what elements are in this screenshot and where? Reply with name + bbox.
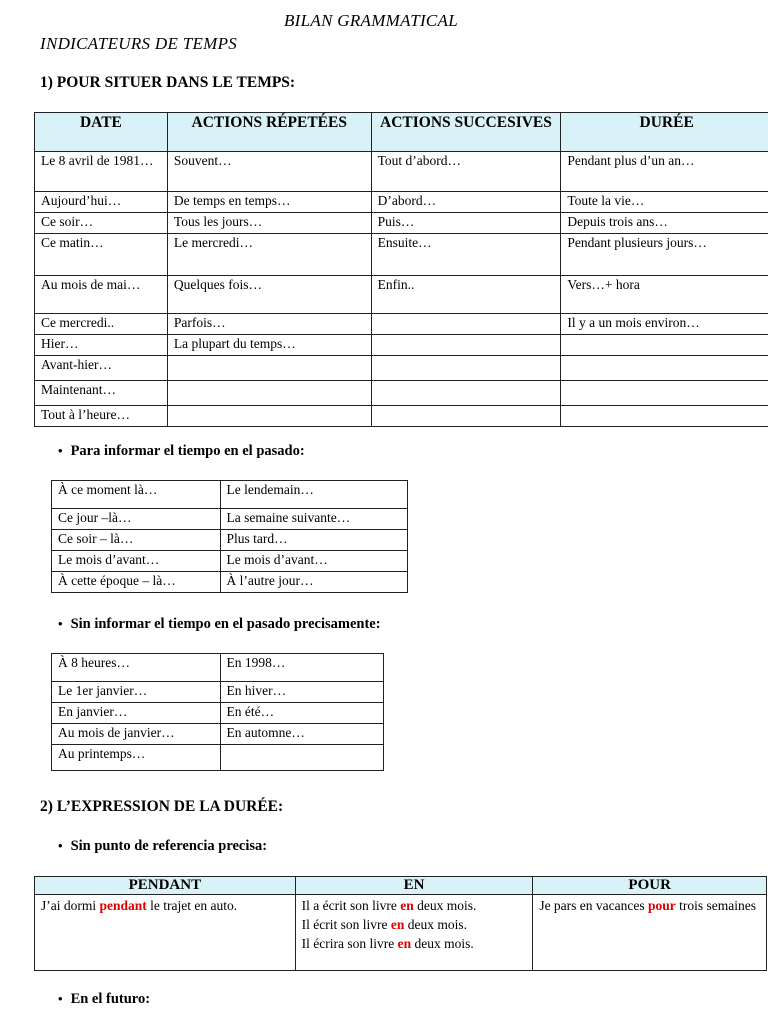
time-indicators-table xyxy=(34,112,768,427)
date-cell: Avant-hier… xyxy=(35,356,168,381)
table-row xyxy=(35,152,768,192)
table-row xyxy=(52,682,384,703)
table-row xyxy=(35,314,768,335)
successive-action-cell: Puis… xyxy=(371,213,561,234)
bullet-past-informed: • Para informar el tiempo en el pasado: xyxy=(58,443,305,459)
repeated-action-cell xyxy=(167,381,371,406)
table-row xyxy=(52,654,384,682)
document-title: BILAN GRAMMATICAL xyxy=(284,11,458,30)
table-row xyxy=(52,481,408,509)
table-row xyxy=(52,724,384,745)
successive-action-cell xyxy=(371,381,561,406)
en-examples xyxy=(295,895,533,971)
successive-action-cell: Enfin.. xyxy=(371,276,561,314)
successive-action-cell: Ensuite… xyxy=(371,234,561,276)
bullet-future: • En el futuro: xyxy=(58,991,151,1007)
past-informed-table xyxy=(51,480,408,593)
successive-action-cell xyxy=(371,335,561,356)
bullet-past-imprecise: • Sin informar el tiempo en el pasado precisamente: xyxy=(58,616,381,632)
document-subtitle: INDICATEURS DE TEMPS xyxy=(40,34,238,53)
table-row xyxy=(35,234,768,276)
repeated-action-cell: De temps en temps… xyxy=(167,192,371,213)
header-en: EN xyxy=(295,877,533,895)
table-row xyxy=(35,213,768,234)
highlight-word: pour xyxy=(648,898,676,913)
duration-expression-table xyxy=(34,876,767,971)
header-duration: DURÉE xyxy=(561,113,768,152)
table-header-row xyxy=(35,877,767,895)
table-row xyxy=(35,356,768,381)
en-example-line: Il a écrit son livre en deux mois. xyxy=(301,898,477,913)
en-example-line: Il écrira son livre en deux mois. xyxy=(301,936,474,951)
repeated-action-cell: Souvent… xyxy=(167,152,371,192)
table-row xyxy=(52,703,384,724)
duration-cell xyxy=(561,356,768,381)
bullet-no-reference: • Sin punto de referencia precisa: xyxy=(58,838,268,854)
table-row xyxy=(35,406,768,427)
successive-action-cell xyxy=(371,314,561,335)
repeated-action-cell: La plupart du temps… xyxy=(167,335,371,356)
expression-cell: Au mois de janvier… xyxy=(52,724,221,745)
pour-example: Je pars en vacances pour trois semaines xyxy=(533,895,767,971)
table-row xyxy=(52,509,408,530)
successive-action-cell xyxy=(371,406,561,427)
expression-cell: À l’autre jour… xyxy=(220,572,408,593)
date-cell: Ce matin… xyxy=(35,234,168,276)
repeated-action-cell xyxy=(167,406,371,427)
expression-cell: Plus tard… xyxy=(220,530,408,551)
date-cell: Ce mercredi.. xyxy=(35,314,168,335)
table-row xyxy=(52,572,408,593)
expression-cell: En été… xyxy=(220,703,384,724)
table-row xyxy=(35,192,768,213)
table-row xyxy=(35,895,767,971)
pendant-example: J’ai dormi pendant le trajet en auto. xyxy=(35,895,296,971)
section2-heading: 2) L’EXPRESSION DE LA DURÉE: xyxy=(40,798,284,815)
date-cell: Maintenant… xyxy=(35,381,168,406)
repeated-action-cell: Tous les jours… xyxy=(167,213,371,234)
date-cell: Tout à l’heure… xyxy=(35,406,168,427)
duration-cell: Il y a un mois environ… xyxy=(561,314,768,335)
successive-action-cell: D’abord… xyxy=(371,192,561,213)
expression-cell: Le mois d’avant… xyxy=(220,551,408,572)
successive-action-cell: Tout d’abord… xyxy=(371,152,561,192)
date-cell: Hier… xyxy=(35,335,168,356)
date-cell: Aujourd’hui… xyxy=(35,192,168,213)
table-row xyxy=(35,335,768,356)
table-row xyxy=(35,381,768,406)
en-example-line: Il écrit son livre en deux mois. xyxy=(301,917,468,932)
expression-cell: Au printemps… xyxy=(52,745,221,771)
header-date: DATE xyxy=(35,113,168,152)
duration-cell xyxy=(561,406,768,427)
repeated-action-cell: Quelques fois… xyxy=(167,276,371,314)
highlight-word: en xyxy=(400,898,414,913)
highlight-word: en xyxy=(397,936,412,951)
duration-cell: Pendant plusieurs jours… xyxy=(561,234,768,276)
table-row xyxy=(35,276,768,314)
date-cell: Le 8 avril de 1981… xyxy=(35,152,168,192)
repeated-action-cell xyxy=(167,356,371,381)
expression-cell: À 8 heures… xyxy=(52,654,221,682)
expression-cell: À ce moment là… xyxy=(52,481,221,509)
bullet-icon: • xyxy=(58,838,63,853)
table-row xyxy=(52,745,384,771)
expression-cell: En 1998… xyxy=(220,654,384,682)
duration-cell xyxy=(561,335,768,356)
expression-cell: À cette époque – là… xyxy=(52,572,221,593)
table-header-row xyxy=(35,113,768,152)
bullet-icon: • xyxy=(58,991,63,1006)
expression-cell: Ce jour –là… xyxy=(52,509,221,530)
expression-cell: Ce soir – là… xyxy=(52,530,221,551)
expression-cell: Le 1er janvier… xyxy=(52,682,221,703)
bullet-icon: • xyxy=(58,616,63,631)
header-pour: POUR xyxy=(533,877,767,895)
expression-cell: En automne… xyxy=(220,724,384,745)
repeated-action-cell: Le mercredi… xyxy=(167,234,371,276)
section1-heading: 1) POUR SITUER DANS LE TEMPS: xyxy=(40,74,296,91)
bullet-icon: • xyxy=(58,443,63,458)
header-pendant: PENDANT xyxy=(35,877,296,895)
duration-cell: Pendant plus d’un an… xyxy=(561,152,768,192)
highlight-word: en xyxy=(390,917,405,932)
expression-cell: Le lendemain… xyxy=(220,481,408,509)
table-row xyxy=(52,530,408,551)
date-cell: Ce soir… xyxy=(35,213,168,234)
repeated-action-cell: Parfois… xyxy=(167,314,371,335)
header-repeated-actions: ACTIONS RÉPETÉES xyxy=(167,113,371,152)
expression-cell: En hiver… xyxy=(220,682,384,703)
table-row xyxy=(52,551,408,572)
expression-cell xyxy=(220,745,384,771)
expression-cell: En janvier… xyxy=(52,703,221,724)
expression-cell: Le mois d’avant… xyxy=(52,551,221,572)
date-cell: Au mois de mai… xyxy=(35,276,168,314)
duration-cell: Vers…+ hora xyxy=(561,276,768,314)
successive-action-cell xyxy=(371,356,561,381)
duration-cell: Depuis trois ans… xyxy=(561,213,768,234)
duration-cell: Toute la vie… xyxy=(561,192,768,213)
highlight-word: pendant xyxy=(99,898,147,913)
past-imprecise-table xyxy=(51,653,384,771)
header-successive-actions: ACTIONS SUCCESIVES xyxy=(371,113,561,152)
expression-cell: La semaine suivante… xyxy=(220,509,408,530)
duration-cell xyxy=(561,381,768,406)
